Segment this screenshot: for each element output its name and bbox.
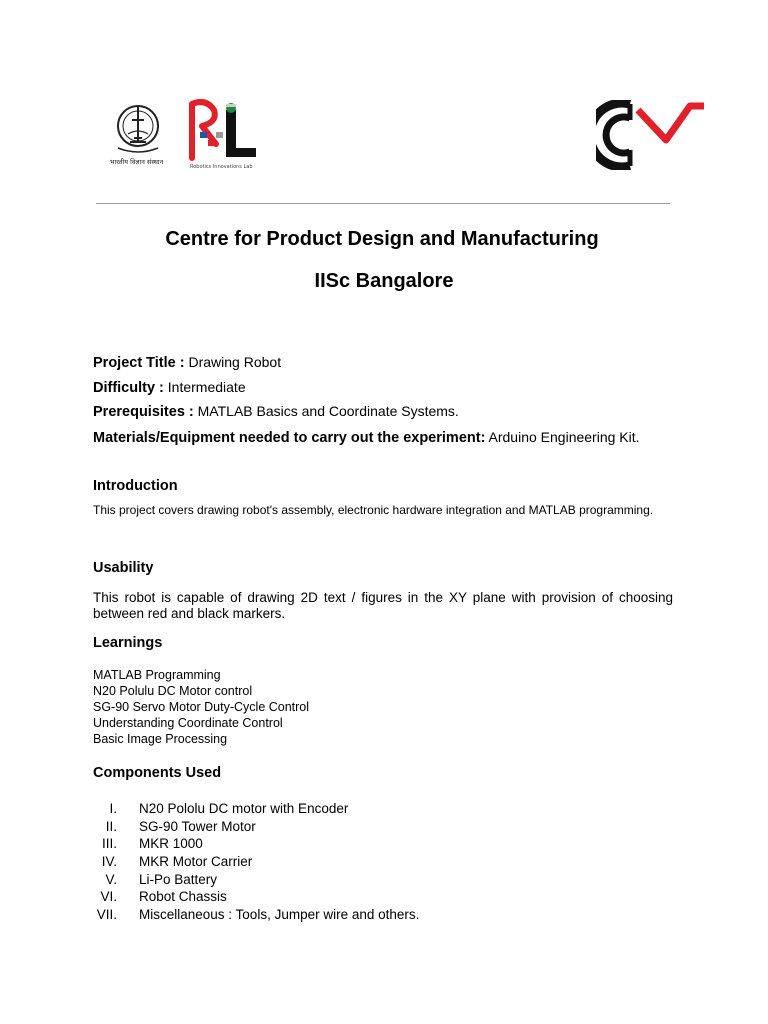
list-text: Miscellaneous : Tools, Jumper wire and others. (139, 907, 420, 923)
page-subtitle: IISc Bangalore (314, 270, 454, 292)
list-item: Understanding Coordinate Control (93, 716, 283, 730)
list-text: SG-90 Tower Motor (139, 818, 256, 834)
field-value: Arduino Engineering Kit. (485, 429, 640, 445)
list-number: V. (105, 871, 117, 887)
list-item (93, 836, 203, 854)
list-item: SG-90 Servo Motor Duty-Cycle Control (93, 700, 310, 714)
usability-heading: Usability (93, 560, 154, 576)
list-item: Basic Image Processing (93, 732, 228, 746)
ril-logo-caption: Robotics Innovations Lab (190, 164, 253, 170)
list-number: VII. (96, 907, 117, 923)
list-number: I. (109, 801, 117, 816)
field-difficulty (93, 379, 246, 396)
list-item (93, 854, 253, 872)
list-text: Li-Po Battery (139, 871, 218, 887)
list-item (93, 889, 227, 907)
header-divider (96, 203, 670, 204)
list-text: Robot Chassis (139, 889, 227, 905)
list-text: MKR Motor Carrier (139, 854, 253, 870)
field-materials (93, 429, 640, 446)
list-number: IV. (101, 854, 117, 870)
field-prerequisites (93, 403, 459, 420)
field-label: Prerequisites : (93, 404, 194, 420)
learnings-list (93, 667, 309, 747)
list-number: VI. (100, 889, 117, 905)
introduction-text: This project covers drawing robot's assembly, electronic hardware integration and MATLAB programming. (93, 503, 654, 517)
list-item: N20 Polulu DC Motor control (93, 684, 253, 698)
list-number: II. (105, 818, 117, 834)
list-item (93, 907, 420, 925)
list-item: MATLAB Programming (93, 668, 221, 682)
introduction-heading: Introduction (93, 478, 178, 494)
list-item (93, 818, 256, 837)
iisc-logo-caption: भारतीय विज्ञान संस्थान (110, 158, 164, 166)
components-heading: Components Used (93, 765, 222, 781)
header-logos (0, 0, 768, 200)
list-text: N20 Pololu DC motor with Encoder (139, 801, 349, 816)
field-value: Intermediate (163, 379, 246, 395)
field-label: Project Title : (93, 355, 185, 371)
list-number: III. (101, 836, 117, 852)
usability-text: This robot is capable of drawing 2D text / figures in the XY plane with provision of choosing between red and black markers. (93, 590, 673, 621)
components-list (93, 801, 420, 925)
field-value: MATLAB Basics and Coordinate Systems. (193, 403, 459, 419)
iisc-logo (108, 98, 182, 170)
list-text: MKR 1000 (139, 836, 203, 852)
list-item (93, 871, 218, 890)
field-label: Materials/Equipment needed to carry out the experiment: (93, 430, 486, 446)
list-item (93, 801, 349, 819)
field-value: Drawing Robot (184, 354, 282, 370)
learnings-heading: Learnings (93, 635, 163, 651)
field-project-title (93, 354, 281, 371)
cpdm-logo (596, 100, 706, 170)
page-title: Centre for Product Design and Manufacturing (165, 228, 599, 250)
robotics-innovations-lab-logo (186, 96, 258, 170)
field-label: Difficulty : (93, 380, 164, 396)
